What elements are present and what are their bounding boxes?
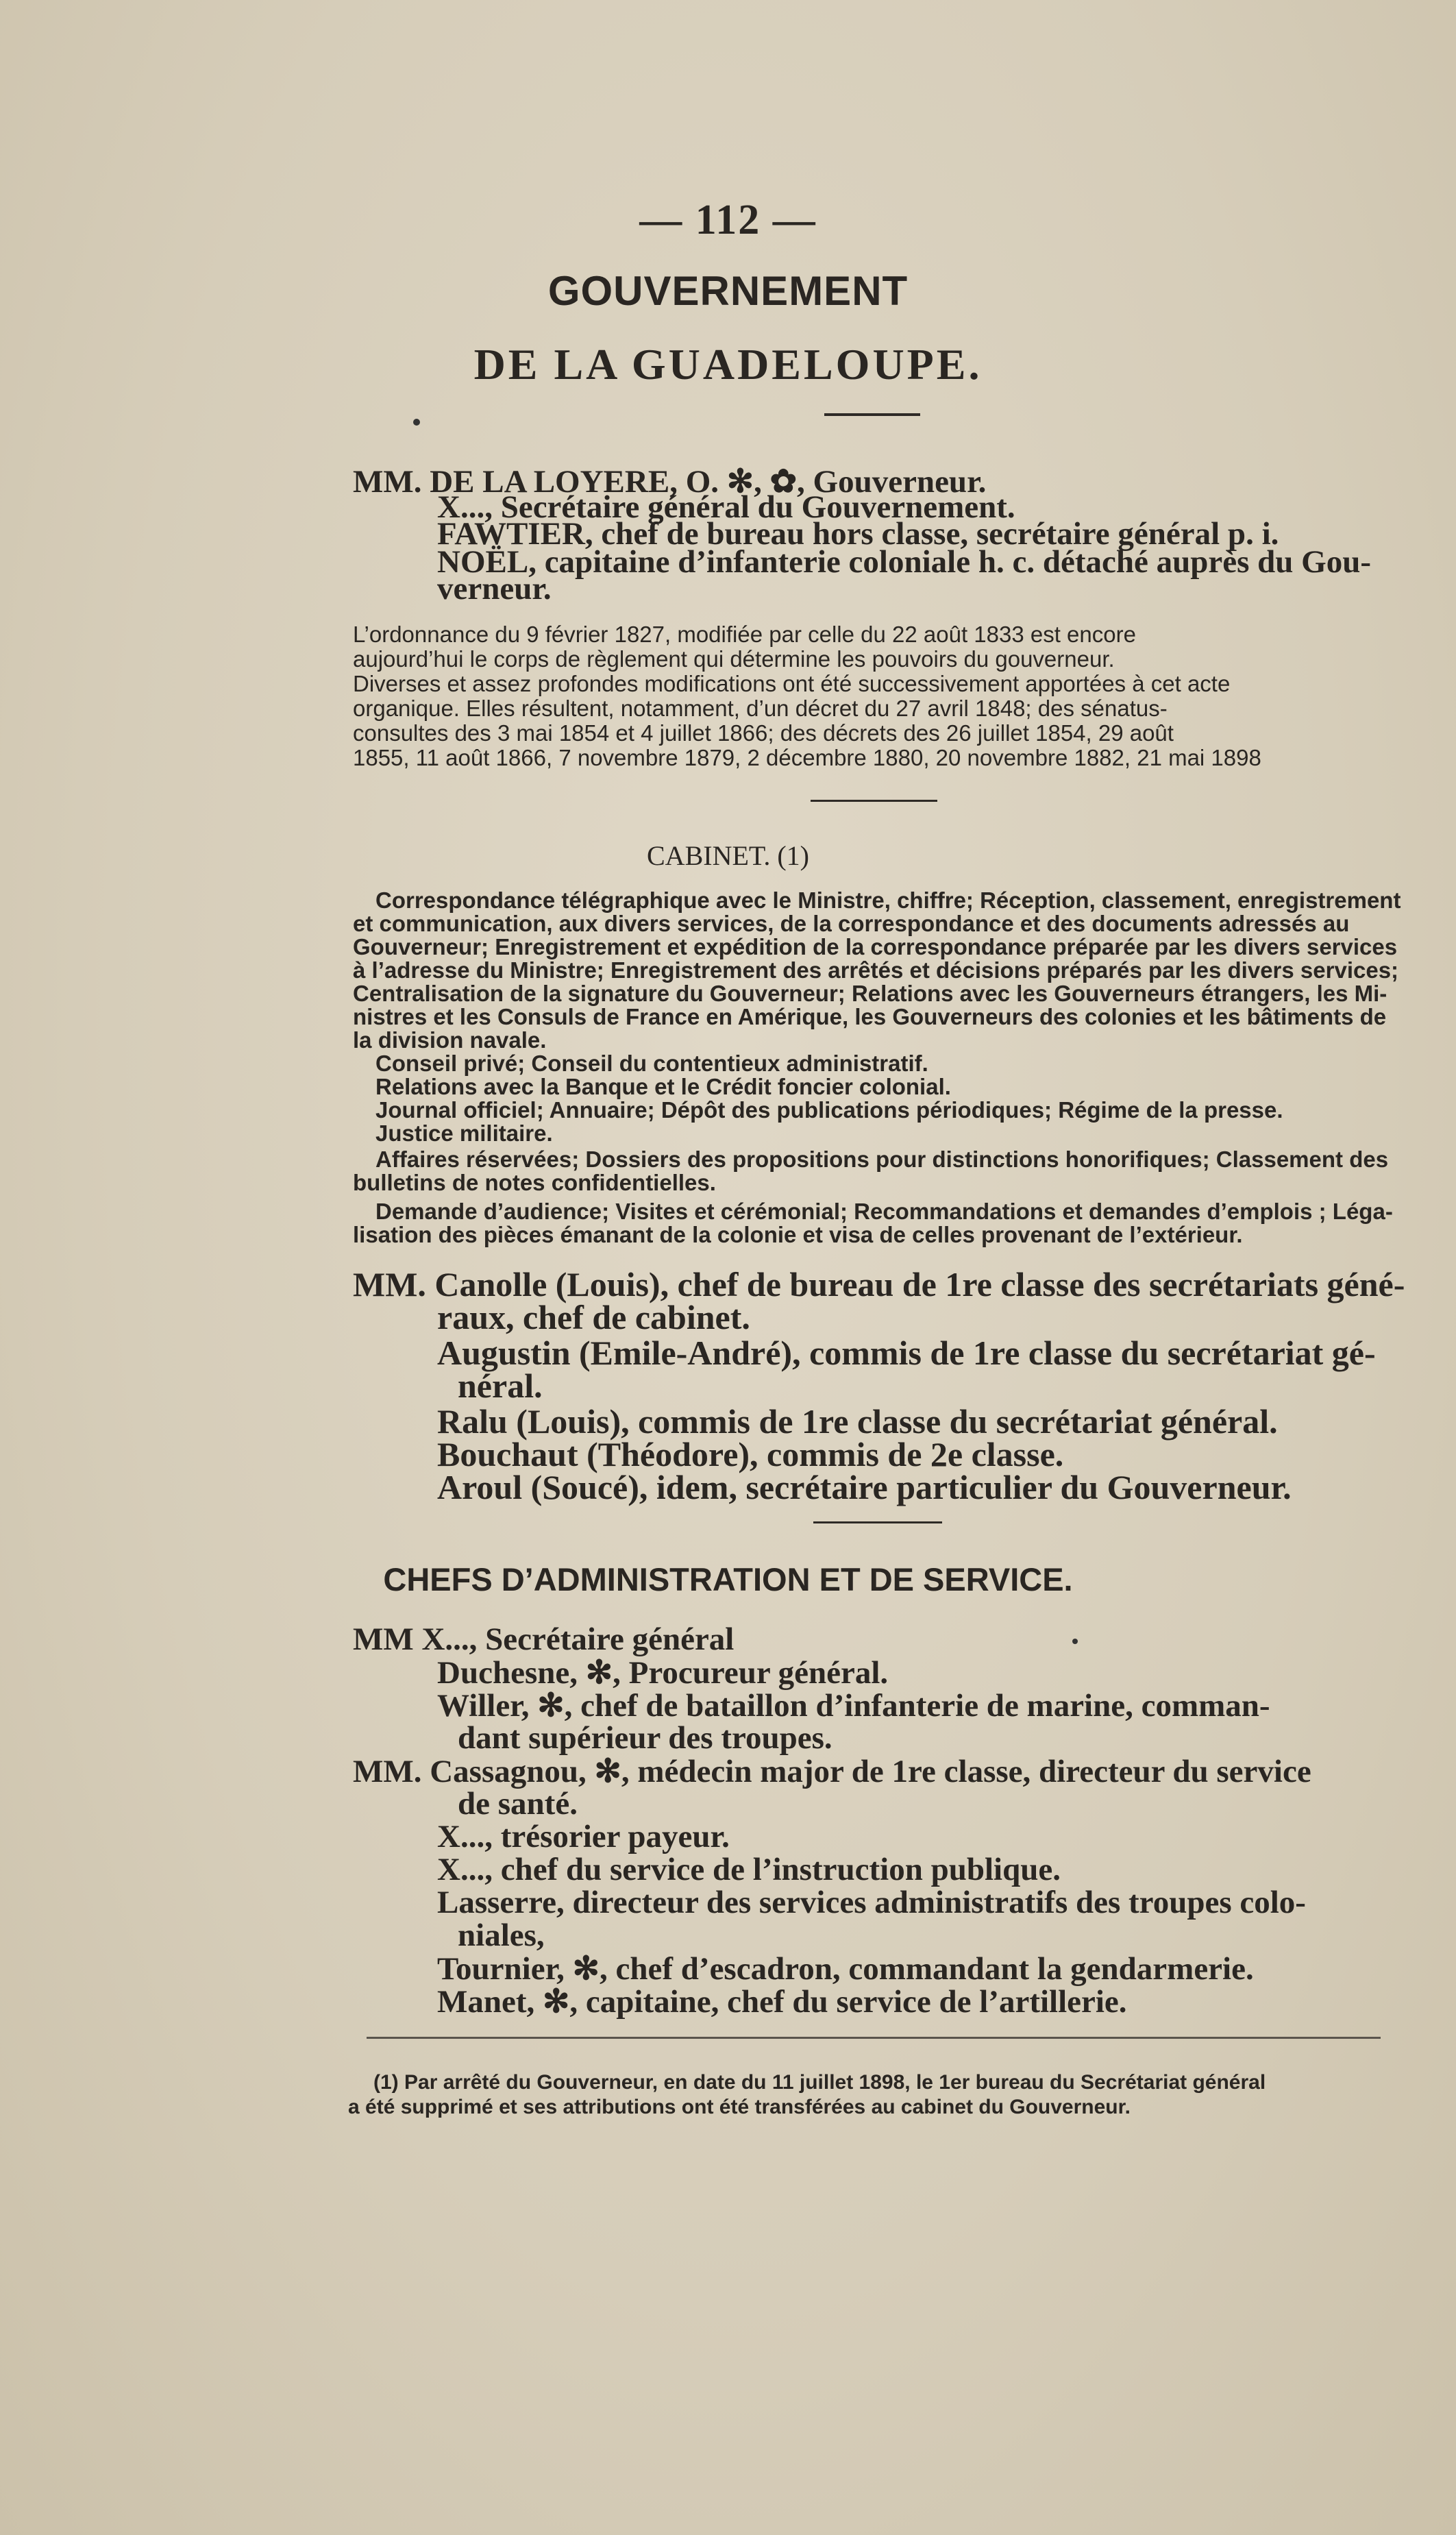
section-divider [813,1521,942,1523]
section-divider [811,800,937,802]
cabinet-duty-line: la division navale. [353,1027,547,1053]
chef-member-line: X..., chef du service de l’instruction publique. [437,1852,1061,1887]
chef-member-line: MM. Cassagnou, ✻, médecin major de 1re classe, directeur du service [353,1754,1311,1789]
chef-member-line: Tournier, ✻, chef d’escadron, commandant la gendarmerie. [437,1951,1254,1987]
cabinet-duty-line: Relations avec la Banque et le Crédit foncier colonial. [375,1074,951,1099]
secretary-general-line: X..., Secrétaire général du Gouvernement. [437,489,1015,525]
chef-member-line: niales, [458,1918,545,1953]
cabinet-member-line: Aroul (Soucé), idem, secrétaire particulier du Gouverneur. [437,1468,1292,1506]
cabinet-duty-line: à l’adresse du Ministre; Enregistrement des arrêtés et décisions préparés par les divers services; [353,957,1399,983]
cabinet-duty-line: Conseil privé; Conseil du contentieux administratif. [375,1051,928,1076]
footnote-divider [367,2037,1381,2039]
cabinet-member-line: Augustin (Emile-André), commis de 1re classe du secrétariat gé- [437,1334,1376,1372]
ordonnance-line: aujourd’hui le corps de règlement qui détermine les pouvoirs du gouverneur. [353,646,1115,672]
chef-member-line: X..., trésorier payeur. [437,1819,730,1854]
ink-dot [413,419,420,426]
chef-member-line: Manet, ✻, capitaine, chef du service de l’artillerie. [437,1984,1127,2020]
ink-dot [1072,1639,1078,1644]
cabinet-heading: CABINET. (1) [647,840,809,871]
ordonnance-line: 1855, 11 août 1866, 7 novembre 1879, 2 décembre 1880, 20 novembre 1882, 21 mai 1898 [353,745,1261,770]
cabinet-member-line: raux, chef de cabinet. [437,1298,750,1336]
cabinet-duty-line: Journal officiel; Annuaire; Dépôt des publications périodiques; Régime de la presse. [375,1097,1283,1123]
cabinet-duty-line: Justice militaire. [375,1120,553,1146]
ordonnance-line: organique. Elles résultent, notamment, d’un décret du 27 avril 1848; des sénatus- [353,696,1168,721]
footnote-line: (1) Par arrêté du Gouverneur, en date du 11 juillet 1898, le 1er bureau du Secrétariat général [373,2071,1266,2094]
chef-member-line: MM X..., Secrétaire général [353,1621,735,1657]
cabinet-duty-line: Demande d’audience; Visites et cérémonial; Recommandations et demandes d’emplois ; Léga- [375,1199,1393,1224]
chef-member-line: dant supérieur des troupes. [458,1720,832,1756]
noel-line: NOËL, capitaine d’infanterie coloniale h. c. détaché auprès du Gou- [437,544,1371,580]
chef-member-line: Duchesne, ✻, Procureur général. [437,1655,889,1691]
page-title-line-1: GOUVERNEMENT [547,268,909,314]
ordonnance-line: consultes des 3 mai 1854 et 4 juillet 1866; des décrets des 26 juillet 1854, 29 août [353,720,1174,746]
ordonnance-line: Diverses et assez profondes modifications ont été successivement apportées à cet acte [353,671,1231,696]
page-title-line-2: DE LA GUADELOUPE. [473,340,983,389]
cabinet-duty-line: et communication, aux divers services, de la correspondance et des documents adressés au [353,911,1350,936]
governor-line: MM. DE LA LOYERE, O. ✻, ✿, Gouverneur. [353,464,987,500]
cabinet-member-line: Bouchaut (Théodore), commis de 2e classe. [437,1435,1064,1473]
chef-member-line: Willer, ✻, chef de bataillon d’infanterie de marine, comman- [437,1688,1270,1724]
footnote-line: a été supprimé et ses attributions ont été transférées au cabinet du Gouverneur. [348,2096,1131,2118]
chef-member-line: Lasserre, directeur des services administratifs des troupes colo- [437,1885,1306,1920]
cabinet-duty-line: Gouverneur; Enregistrement et expédition de la correspondance préparée par les divers services [353,934,1398,959]
page-number: — 112 — [639,197,817,243]
cabinet-member-line: MM. Canolle (Louis), chef de bureau de 1re classe des secrétariats géné- [353,1265,1405,1303]
chef-member-line: de santé. [458,1786,578,1822]
cabinet-member-line: néral. [458,1367,543,1405]
fawtier-line: FAWTIER, chef de bureau hors classe, secrétaire général p. i. [437,516,1279,552]
noel-line-cont: verneur. [437,571,552,607]
ordonnance-line: L’ordonnance du 9 février 1827, modifiée par celle du 22 août 1833 est encore [353,622,1136,647]
cabinet-duty-line: Affaires réservées; Dossiers des propositions pour distinctions honorifiques; Classement des [375,1147,1389,1172]
title-divider [824,413,920,416]
cabinet-duty-line: Correspondance télégraphique avec le Ministre, chiffre; Réception, classement, enregistrement [375,887,1401,913]
cabinet-duty-line: Centralisation de la signature du Gouverneur; Relations avec les Gouverneurs étrangers, les Mi- [353,981,1387,1006]
cabinet-member-line: Ralu (Louis), commis de 1re classe du secrétariat général. [437,1402,1278,1441]
cabinet-duty-line: bulletins de notes confidentielles. [353,1170,716,1195]
cabinet-duty-line: nistres et les Consuls de France en Amérique, les Gouverneurs des colonies et les bâtiments de [353,1004,1387,1029]
cabinet-duty-line: lisation des pièces émanant de la colonie et visa de celles provenant de l’extérieur. [353,1222,1243,1247]
chefs-heading: CHEFS D’ADMINISTRATION ET DE SERVICE. [383,1561,1073,1597]
